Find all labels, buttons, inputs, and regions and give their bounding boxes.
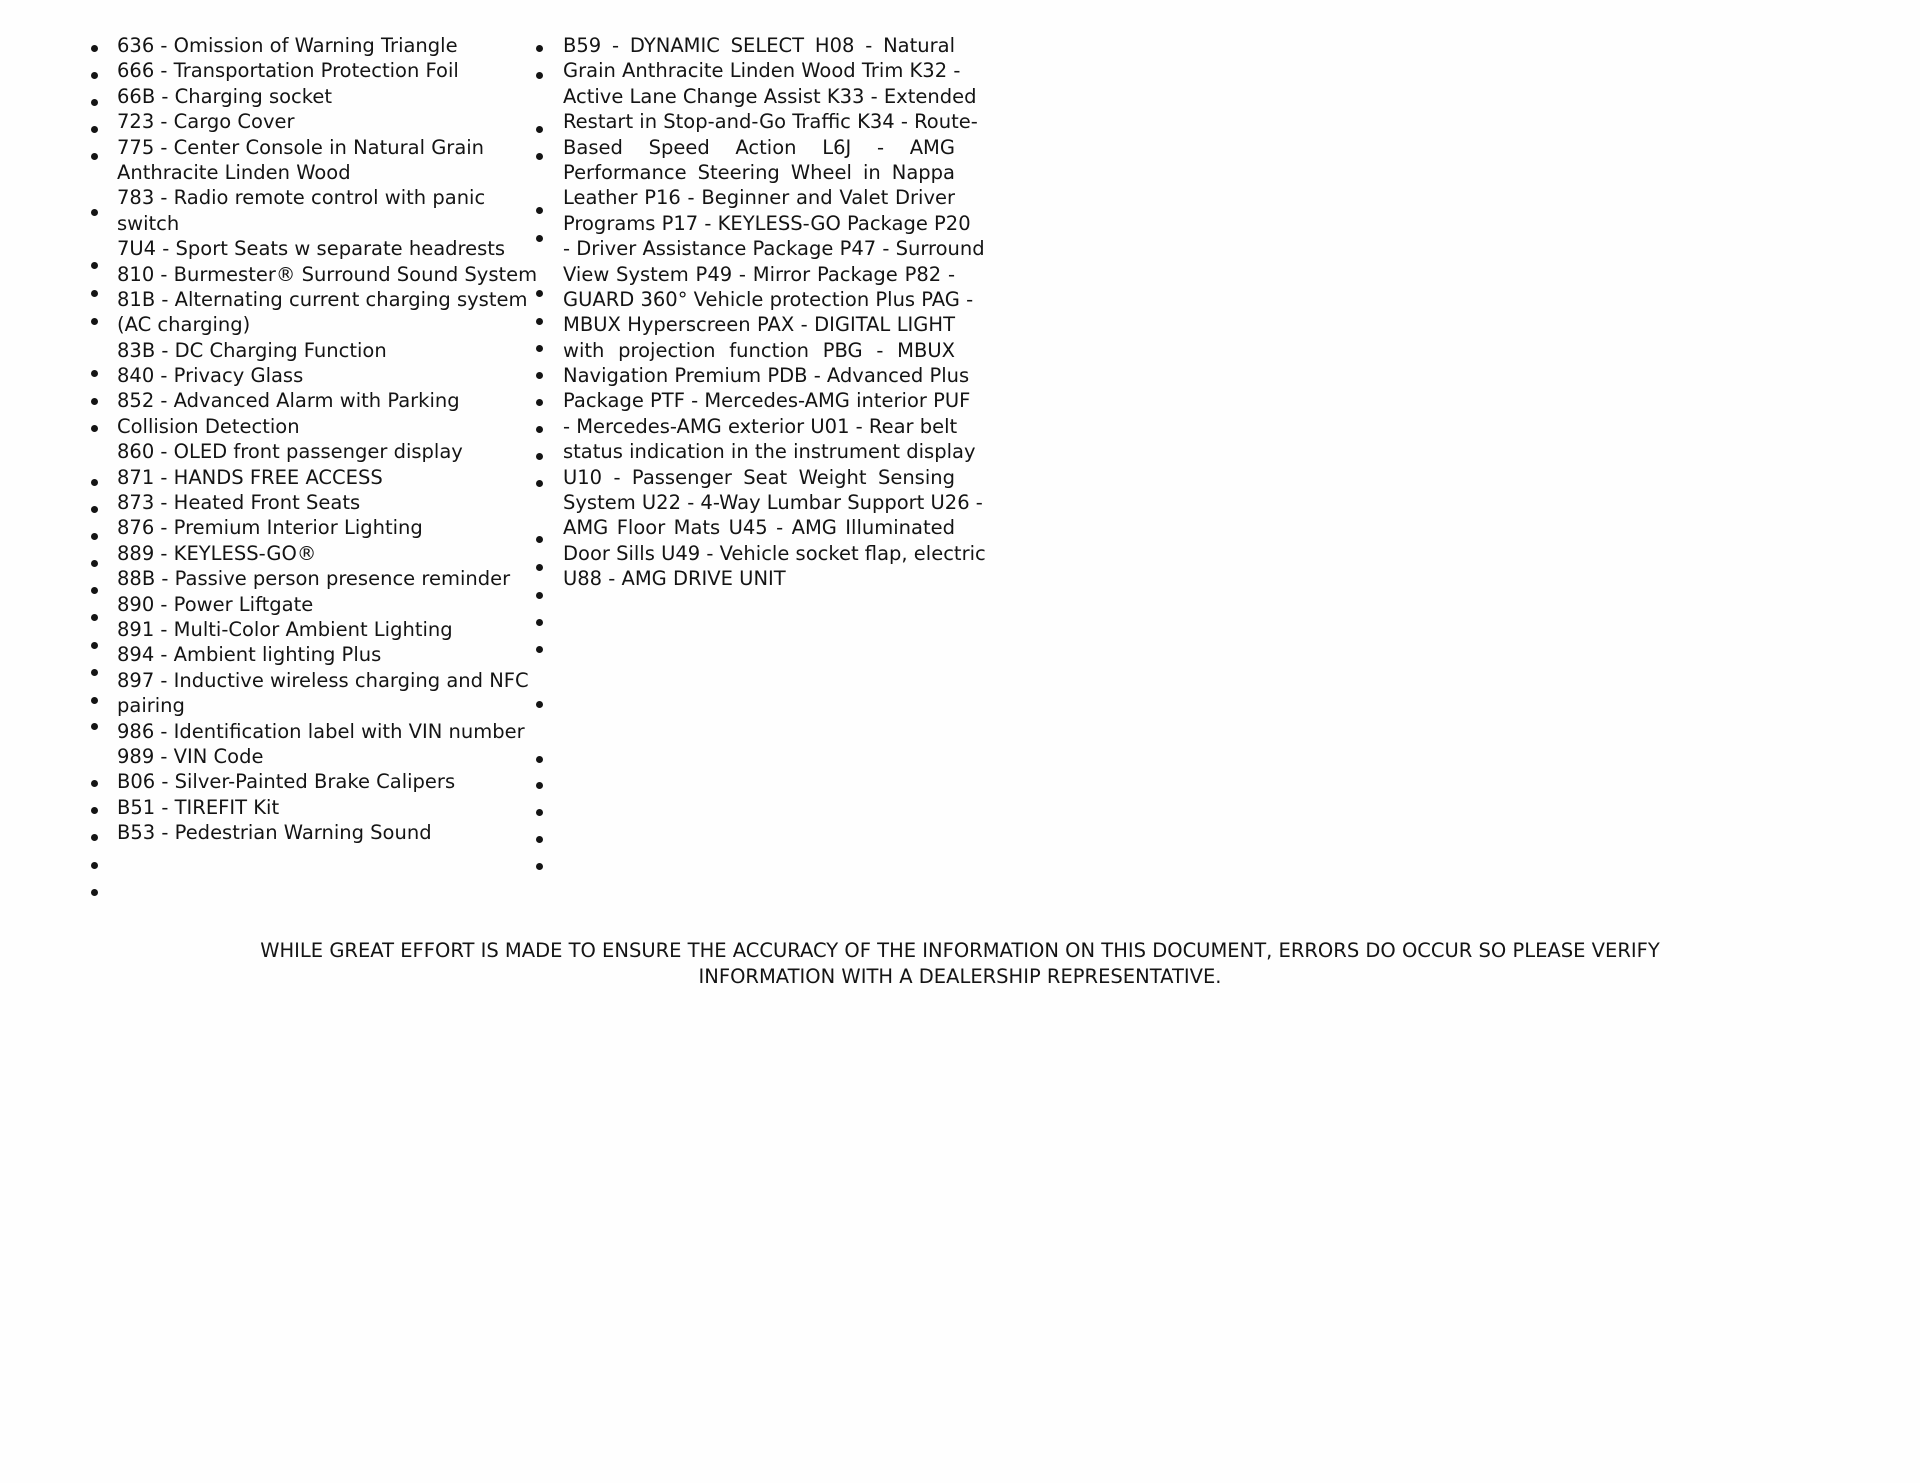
- paragraph-line: Leather P16 - Beginner and Valet Driver: [563, 186, 955, 210]
- list-item: 810 - Burmester® Surround Sound System: [117, 262, 538, 286]
- bullet: [91, 723, 98, 730]
- bullet: [536, 564, 543, 571]
- bullet: [91, 614, 98, 621]
- list-item: B06 - Silver-Painted Brake Calipers: [117, 770, 456, 794]
- bullet: [91, 318, 98, 325]
- bullet: [536, 782, 543, 789]
- list-item: 636 - Omission of Warning Triangle: [117, 34, 458, 57]
- paragraph-line: View System P49 - Mirror Package P82 -: [563, 262, 955, 286]
- disclaimer: [0, 938, 1920, 990]
- bullet: [536, 426, 543, 433]
- bullet: [536, 45, 543, 52]
- list-item: 66B - Charging socket: [117, 84, 333, 108]
- bullet: [91, 780, 98, 787]
- bullet: [536, 235, 543, 242]
- list-item: 775 - Center Console in Natural Grain: [117, 135, 485, 159]
- list-item: 7U4 - Sport Seats w separate headrests: [117, 237, 506, 261]
- bullet: [91, 290, 98, 297]
- bullet: [91, 45, 98, 52]
- bullet: [536, 756, 543, 763]
- list-item: 897 - Inductive wireless charging and NFC: [117, 668, 529, 692]
- list-item: B53 - Pedestrian Warning Sound: [117, 821, 432, 845]
- list-item-continuation: (AC charging): [117, 313, 251, 337]
- list-item-continuation: switch: [117, 211, 180, 235]
- paragraph-line: Active Lane Change Assist K33 - Extended: [563, 84, 977, 108]
- paragraph-line: Navigation Premium PDB - Advanced Plus: [563, 364, 970, 388]
- bullet: [536, 809, 543, 816]
- bullet: [91, 862, 98, 869]
- bullet: [536, 153, 543, 160]
- paragraph-line: U88 - AMG DRIVE UNIT: [563, 567, 786, 591]
- list-item: 891 - Multi-Color Ambient Lighting: [117, 617, 453, 641]
- list-item: 83B - DC Charging Function: [117, 338, 387, 362]
- bullet: [91, 506, 98, 513]
- bullet: [91, 642, 98, 649]
- paragraph-line: status indication in the instrument display: [563, 440, 976, 464]
- bullet: [91, 533, 98, 540]
- bullet: [536, 536, 543, 543]
- list-item: 873 - Heated Front Seats: [117, 491, 361, 515]
- option-list-column-2: [563, 33, 986, 592]
- bullet: [536, 126, 543, 133]
- disclaimer-line: INFORMATION WITH A DEALERSHIP REPRESENTATIVE.: [698, 965, 1222, 988]
- list-item: 876 - Premium Interior Lighting: [117, 516, 423, 540]
- list-item-continuation: pairing: [117, 694, 185, 718]
- bullet: [91, 697, 98, 704]
- list-item: 852 - Advanced Alarm with Parking: [117, 389, 460, 413]
- paragraph-line: - Mercedes-AMG exterior U01 - Rear belt: [563, 414, 958, 438]
- paragraph-line: Programs P17 - KEYLESS-GO Package P20: [563, 211, 971, 235]
- bullet: [91, 669, 98, 676]
- bullet: [536, 372, 543, 379]
- bullet: [91, 209, 98, 216]
- list-item: 986 - Identification label with VIN number: [117, 719, 525, 743]
- list-item: 81B - Alternating current charging system: [117, 287, 528, 311]
- bullet: [91, 126, 98, 133]
- paragraph-line: MBUX Hyperscreen PAX - DIGITAL LIGHT: [563, 313, 955, 337]
- list-item: B51 - TIREFIT Kit: [117, 795, 280, 819]
- paragraph-line: Grain Anthracite Linden Wood Trim K32 -: [563, 59, 961, 83]
- paragraph-line: Performance Steering Wheel in Nappa: [563, 160, 955, 184]
- bullet: [536, 290, 543, 297]
- bullet: [91, 153, 98, 160]
- bullet: [536, 592, 543, 599]
- list-item: 783 - Radio remote control with panic: [117, 186, 486, 210]
- bullet: [91, 560, 98, 567]
- list-item: 88B - Passive person presence reminder: [117, 567, 511, 591]
- bullet: [91, 262, 98, 269]
- paragraph-line: U10 - Passenger Seat Weight Sensing: [563, 465, 955, 489]
- list-item: 723 - Cargo Cover: [117, 110, 295, 134]
- option-list-column-1: [117, 33, 538, 846]
- disclaimer-line: WHILE GREAT EFFORT IS MADE TO ENSURE THE ACCURACY OF THE INFORMATION ON THIS DOCUMENT, ERRORS DO OCCUR SO PLEASE VERIFY: [260, 939, 1660, 962]
- paragraph-line: Restart in Stop-and-Go Traffic K34 - Route-: [563, 110, 978, 134]
- list-item: 666 - Transportation Protection Foil: [117, 59, 459, 83]
- bullet: [536, 701, 543, 708]
- list-item: 894 - Ambient lighting Plus: [117, 643, 382, 667]
- list-item-continuation: Anthracite Linden Wood: [117, 160, 351, 184]
- paragraph-line: - Driver Assistance Package P47 - Surround: [563, 237, 985, 261]
- bullet: [91, 587, 98, 594]
- bullet: [536, 453, 543, 460]
- bullet: [536, 863, 543, 870]
- list-item: 989 - VIN Code: [117, 744, 264, 768]
- bullet: [536, 207, 543, 214]
- bullet: [536, 399, 543, 406]
- bullet: [91, 99, 98, 106]
- bullet: [91, 425, 98, 432]
- bullet: [91, 834, 98, 841]
- paragraph-line: GUARD 360° Vehicle protection Plus PAG -: [563, 287, 974, 311]
- bullet: [536, 345, 543, 352]
- bullet: [536, 72, 543, 79]
- bullet: [536, 480, 543, 487]
- bullet: [91, 889, 98, 896]
- paragraph-line: Package PTF - Mercedes-AMG interior PUF: [563, 389, 971, 413]
- bullet: [91, 398, 98, 405]
- bullet: [91, 479, 98, 486]
- paragraph-line: Door Sills U49 - Vehicle socket flap, electric: [563, 541, 986, 565]
- list-item-continuation: Collision Detection: [117, 414, 300, 438]
- bullet: [91, 370, 98, 377]
- list-item: 890 - Power Liftgate: [117, 592, 314, 616]
- bullet: [536, 646, 543, 653]
- bullet: [91, 807, 98, 814]
- list-item: 860 - OLED front passenger display: [117, 440, 463, 464]
- bullet: [536, 836, 543, 843]
- list-item: 889 - KEYLESS-GO®: [117, 541, 317, 565]
- list-item: 871 - HANDS FREE ACCESS: [117, 465, 383, 489]
- paragraph-line: AMG Floor Mats U45 - AMG Illuminated: [563, 516, 955, 540]
- paragraph-line: with projection function PBG - MBUX: [563, 338, 955, 362]
- column-2-bullets: [0, 0, 1, 1]
- paragraph-line: Based Speed Action L6J - AMG: [563, 135, 955, 159]
- list-item: 840 - Privacy Glass: [117, 364, 304, 388]
- bullet: [536, 619, 543, 626]
- paragraph-line: B59 - DYNAMIC SELECT H08 - Natural: [563, 34, 955, 57]
- bullet: [536, 318, 543, 325]
- bullet: [91, 72, 98, 79]
- paragraph-line: System U22 - 4-Way Lumbar Support U26 -: [563, 491, 983, 515]
